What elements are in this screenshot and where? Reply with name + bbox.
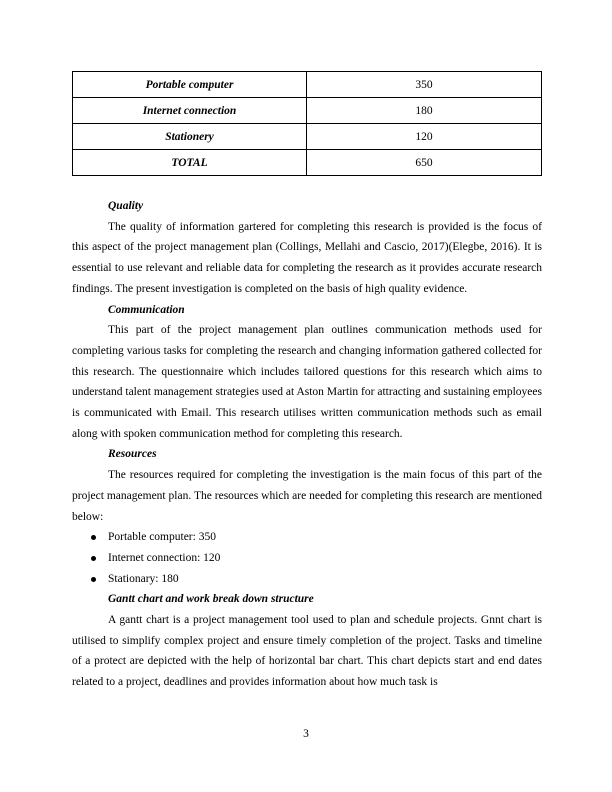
table-cell-item: Internet connection [73, 98, 307, 124]
body-text [72, 196, 542, 693]
section-heading-communication: Communication [108, 303, 185, 316]
table-cell-value: 650 [307, 150, 542, 176]
table-cell-item: Stationery [73, 124, 307, 150]
table-cell-value: 180 [307, 98, 542, 124]
table-row [73, 72, 542, 98]
paragraph-gantt: A gantt chart is a project management tool used to plan and schedule projects. Gnnt chart is utilised to simplify complex project and ensure timely completion of the project. Tasks and timeline of a protect are depicted with the help of horizontal bar chart. This chart depicts start and end dates related to a project, deadlines and provides information about how much task is [72, 614, 542, 689]
table-cell-item: Portable computer [73, 72, 307, 98]
section-heading-quality: Quality [108, 200, 144, 212]
list-item: Internet connection: 120 [108, 548, 542, 569]
page-number: 3 [303, 728, 309, 740]
table-row [73, 98, 542, 124]
section-heading-resources: Resources [108, 448, 157, 461]
table-row [73, 150, 542, 176]
table-cell-item: TOTAL [73, 150, 307, 176]
table-row [73, 124, 542, 150]
table-cell-value: 120 [307, 124, 542, 150]
list-item: Stationary: 180 [108, 569, 542, 590]
list-item: Portable computer: 350 [108, 527, 542, 548]
resources-list [72, 527, 542, 589]
paragraph-quality: The quality of information gartered for completing this research is provided is the focus of this aspect of the project management plan (Collings, Mellahi and Cascio, 2017)(Elegbe, 2016). It is essential to use relevant and reliable data for completing the research as it provides accurate research findings. The present investigation is completed on the basis of high quality evidence. [72, 220, 542, 295]
budget-table [72, 71, 542, 176]
paragraph-communication: This part of the project management plan outlines communication methods used for completing various tasks for completing the research and changing information gathered collected for this research. The questionnaire which includes tailored questions for this research which aims to understand talent management strategies used at Aston Martin for attracting and sustaining employees is communicated with Email. This research utilises written communication methods such as email along with spoken communication method for completing this research. [72, 324, 542, 440]
table-cell-value: 350 [307, 72, 542, 98]
paragraph-resources: The resources required for completing the investigation is the main focus of this part of the project management plan. The resources which are needed for completing this research are mentioned below: [72, 469, 542, 523]
section-heading-gantt: Gantt chart and work break down structure [108, 593, 314, 606]
